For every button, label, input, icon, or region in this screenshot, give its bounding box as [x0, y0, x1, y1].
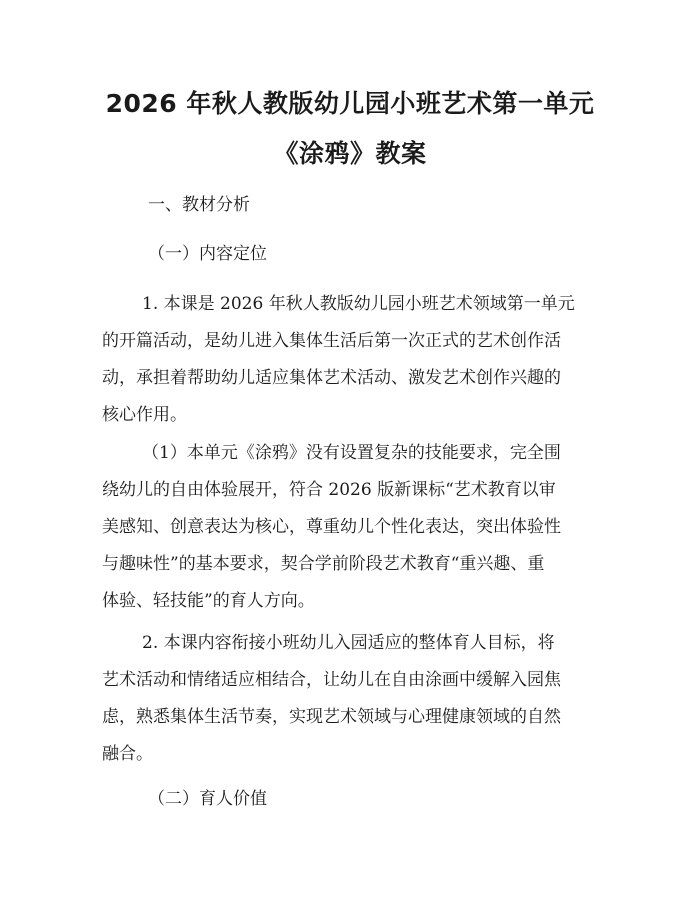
paragraph-2: [102, 435, 602, 620]
paragraph-line: 与趣味性”的基本要求，契合学前阶段艺术教育“重兴趣、重: [102, 554, 545, 574]
paragraph-line: （1）本单元《涂鸦》没有设置复杂的技能要求，完全围: [142, 443, 561, 463]
document-title-line-1: 2026 年秋人教版幼儿园小班艺术第一单元: [105, 89, 595, 118]
paragraph-line: 美感知、创意表达为核心，尊重幼儿个性化表达，突出体验性: [102, 517, 561, 537]
paragraph-line: 体验、轻技能”的育人方向。: [102, 591, 315, 611]
paragraph-line: 的开篇活动，是幼儿进入集体生活后第一次正式的艺术创作活: [102, 331, 561, 351]
paragraph-3: [102, 625, 602, 773]
paragraph-line: 虑，熟悉集体生活节奏，实现艺术领域与心理健康领域的自然: [102, 707, 561, 727]
document-title-line-2: 《涂鸦》教案: [273, 139, 427, 168]
paragraph-line: 融合。: [102, 744, 153, 764]
paragraph-line: 绕幼儿的自由体验展开，符合 2026 版新课标“艺术教育以审: [102, 480, 556, 500]
paragraph-line: 2. 本课内容衔接小班幼儿入园适应的整体育人目标，将: [142, 633, 555, 653]
paragraph-1: [102, 286, 602, 434]
paragraph-line: 动，承担着帮助幼儿适应集体艺术活动、激发艺术创作兴趣的: [102, 368, 561, 388]
paragraph-line: 艺术活动和情绪适应相结合，让幼儿在自由涂画中缓解入园焦: [102, 670, 561, 690]
subsection-heading-educational-value: （二）育人价值: [148, 789, 267, 809]
paragraph-line: 1. 本课是 2026 年秋人教版幼儿园小班艺术领域第一单元: [142, 294, 575, 314]
paragraph-line: 核心作用。: [102, 405, 187, 425]
section-heading-textbook-analysis: 一、教材分析: [148, 195, 250, 215]
subsection-heading-content-positioning: （一）内容定位: [148, 244, 267, 264]
